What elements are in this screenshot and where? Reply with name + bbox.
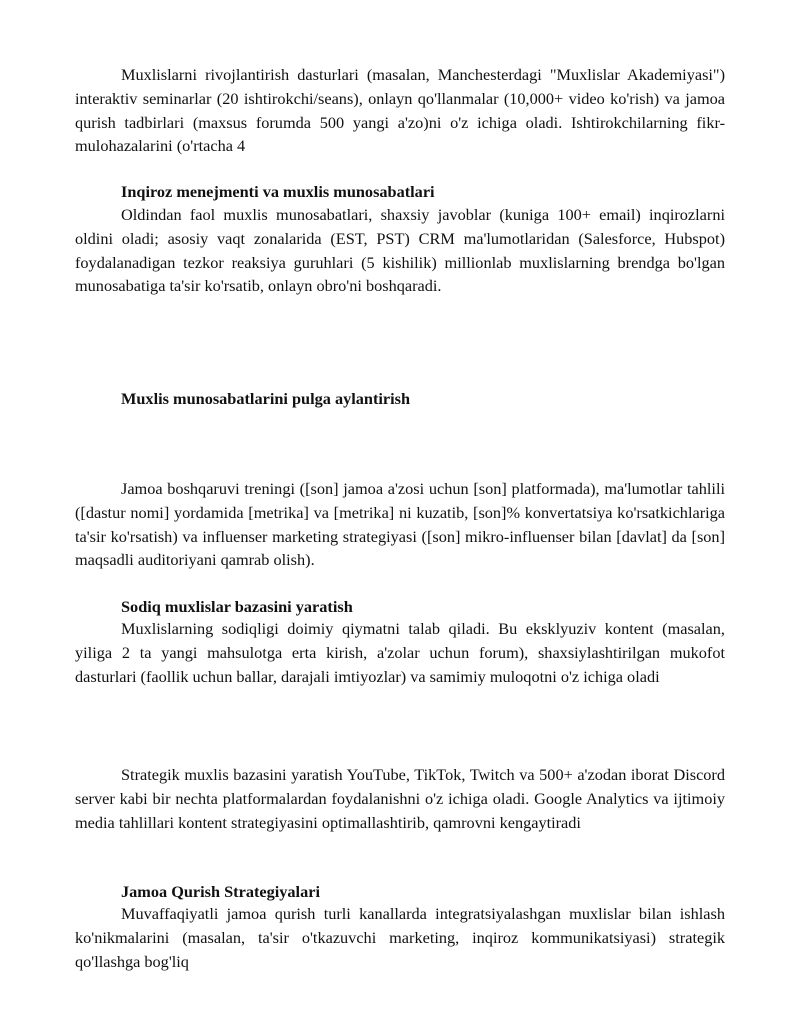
heading-loyal-fanbase: Sodiq muxlislar bazasini yaratish <box>121 597 353 616</box>
heading-team-building: Jamoa Qurish Strategiyalari <box>121 882 320 901</box>
paragraph-fan-development: Muxlislarni rivojlantirish dasturlari (masalan, Manchesterdagi "Muxlislar Akademiyasi") interaktiv seminarlar (20 ishtirokchi/seans), onlayn qo'llanmalar (10,000+ video ko'rish) va jamoa qurish tadbirlari (maxsus forumda 500 yangi a'zo)ni o'z ichiga oladi. Ishtirokchilarning fikr-mulohazalarini (o'rtacha 4 <box>75 65 725 156</box>
heading-monetization: Muxlis munosabatlarini pulga aylantirish <box>121 389 411 408</box>
paragraph-crisis-management: Oldindan faol muxlis munosabatlari, shaxsiy javoblar (kuniga 100+ email) inqirozlarni oldini oladi; asosiy vaqt zonalarida (EST, PST) CRM ma'lumotlaridan (Salesforce, Hubspot) foydalanadigan tezkor reaksiya guruhlari (5 kishilik) millionlab muxlislarning brendga bo'lgan munosabatiga ta'sir ko'rsatib, onlayn obro'ni boshqaradi. <box>75 205 725 296</box>
paragraph-strategic-fanbase: Strategik muxlis bazasini yaratish YouTube, TikTok, Twitch va 500+ a'zodan iborat Discord server kabi bir nechta platformalardan foydalanishni o'z ichiga oladi. Google Analytics va ijtimoiy media tahlillari kontent strategiyasini optimallashtirib, qamrovni kengaytiradi <box>75 765 725 832</box>
paragraph-team-building: Muvaffaqiyatli jamoa qurish turli kanallarda integratsiyalashgan muxlislar bilan ishlash ko'nikmalarini (masalan, ta'sir o'tkazuvchi marketing, inqiroz kommunikatsiyasi) strategik qo'llashga bog'liq <box>75 904 725 971</box>
paragraph-fan-loyalty: Muxlislarning sodiqligi doimiy qiymatni talab qiladi. Bu eksklyuziv kontent (masalan, yiliga 2 ta yangi mahsulotga erta kirish, a'zolar uchun forum), shaxsiylashtirilgan mukofot dasturlari (faollik uchun ballar, darajali imtiyozlar) va samimiy muloqotni o'z ichiga oladi <box>75 619 725 686</box>
paragraph-team-training: Jamoa boshqaruvi treningi ([son] jamoa a'zosi uchun [son] platformada), ma'lumotlar tahlili ([dastur nomi] yordamida [metrika] va [metrika] ni kuzatib, [son]% konvertatsiya ko'rsatkichlariga ta'sir ko'rsatish) va influenser marketing strategiyasi ([son] mikro-influenser bilan [davlat] da [son] maqsadli auditoriyani qamrab olish). <box>75 479 725 570</box>
heading-crisis-management: Inqiroz menejmenti va muxlis munosabatlari <box>121 182 435 201</box>
